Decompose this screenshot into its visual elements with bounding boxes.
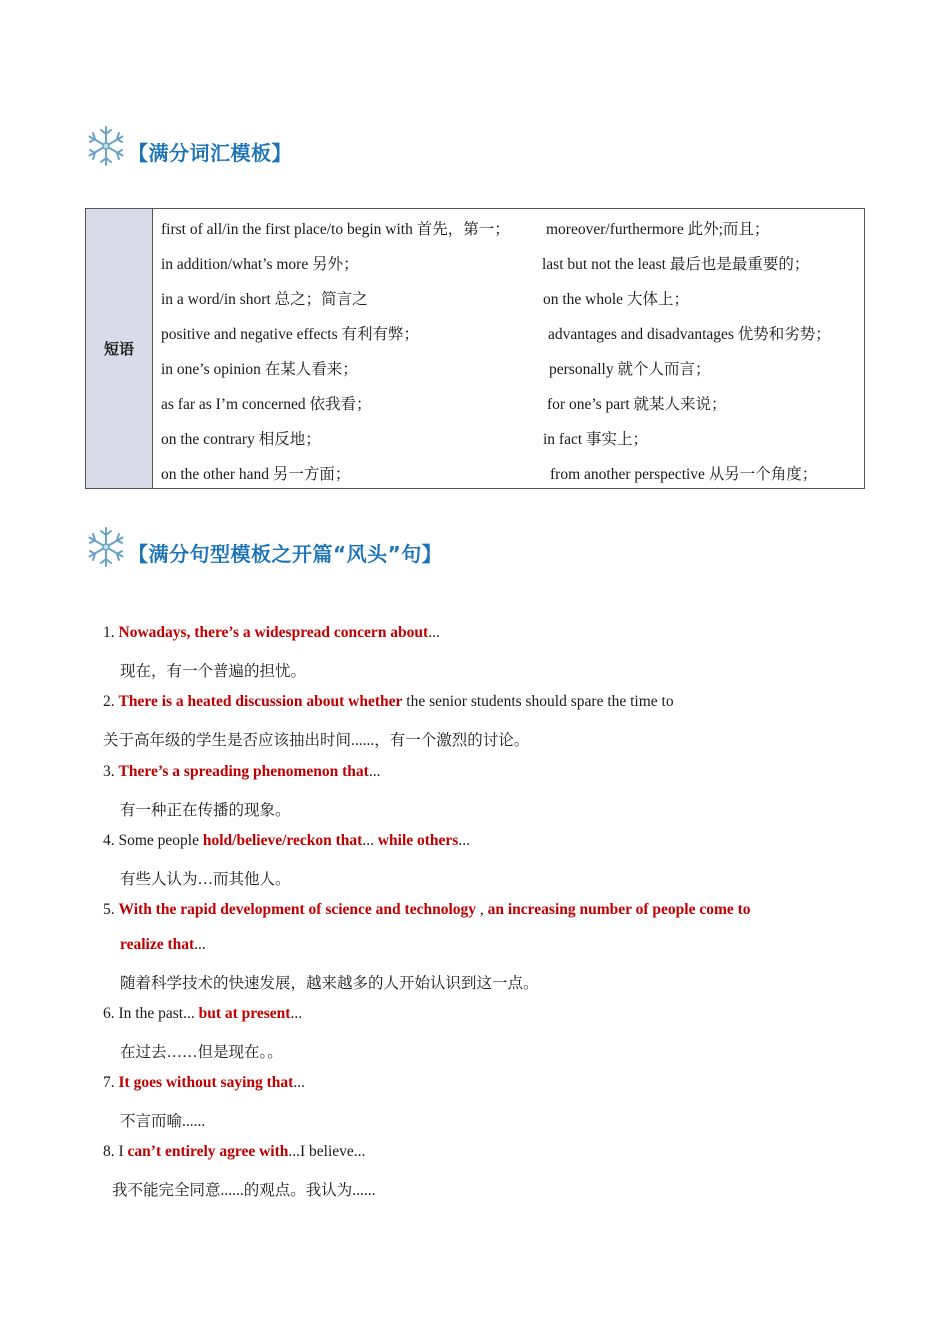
key-phrase: It goes without saying that — [118, 1074, 294, 1091]
table-label: 短语 — [86, 209, 153, 488]
key-phrase: realize that — [120, 936, 195, 953]
phrase-left: in addition/what’s more 另外； — [161, 256, 359, 273]
sentence-4: 4. Some people hold/believe/reckon that... while others... — [103, 832, 470, 849]
translation-4: 有些人认为…而其他人。 — [120, 871, 291, 888]
phrase-right: advantages and disadvantages 优势和劣势； — [548, 326, 831, 343]
key-phrase: hold/believe/reckon that — [202, 832, 363, 849]
table-row — [153, 212, 864, 247]
phrase-right: last but not the least 最后也是最重要的； — [542, 256, 810, 273]
key-phrase: There’s a spreading phenomenon that — [118, 763, 369, 780]
table-row — [153, 317, 864, 352]
key-phrase: an increasing number of people come to — [487, 901, 751, 918]
table-row — [153, 282, 864, 317]
phrase-left: on the other hand 另一方面； — [161, 466, 351, 483]
table-row — [153, 387, 864, 422]
table-row — [153, 422, 864, 457]
phrase-left: in a word/in short 总之；简言之 — [161, 291, 368, 308]
translation-8: 我不能完全同意......的观点。我认为...... — [112, 1182, 376, 1199]
phrase-right: moreover/furthermore 此外;而且； — [546, 221, 770, 238]
phrase-right: on the whole 大体上； — [543, 291, 689, 308]
phrase-left: first of all/in the first place/to begin with 首先，第一； — [161, 221, 510, 238]
phrase-right: personally 就个人而言； — [549, 361, 711, 378]
key-phrase: With the rapid development of science and technology — [118, 901, 476, 918]
phrase-left: as far as I’m concerned 依我看； — [161, 396, 372, 413]
translation-6: 在过去……但是现在。。 — [120, 1044, 283, 1061]
translation-7: 不言而喻...... — [120, 1113, 206, 1130]
key-phrase: while others — [377, 832, 459, 849]
phrase-left: in one’s opinion 在某人看来； — [161, 361, 358, 378]
section-title: 【满分句型模板之开篇“风头”句】 — [128, 542, 443, 566]
snowflake-icon — [84, 124, 128, 168]
translation-3: 有一种正在传播的现象。 — [120, 802, 291, 819]
sentence-5-continued: realize that... — [120, 936, 206, 953]
snowflake-icon — [84, 525, 128, 569]
translation-5: 随着科学技术的快速发展，越来越多的人开始认识到这一点。 — [120, 975, 539, 992]
phrase-table — [85, 208, 865, 489]
key-phrase: There is a heated discussion about whether — [118, 693, 403, 710]
section-title: 【满分词汇模板】 — [128, 141, 292, 165]
phrase-right: in fact 事实上； — [543, 431, 649, 448]
phrase-left: on the contrary 相反地； — [161, 431, 321, 448]
sentence-1: 1. Nowadays, there’s a widespread concern about... — [103, 624, 440, 641]
key-phrase: can’t entirely agree with — [127, 1143, 289, 1160]
phrase-right: from another perspective 从另一个角度； — [550, 466, 818, 483]
sentence-5: 5. With the rapid development of science and technology , an increasing number of people come to — [103, 901, 751, 918]
sentence-6: 6. In the past... but at present... — [103, 1005, 303, 1022]
key-phrase: but at present — [198, 1005, 291, 1022]
sentence-7: 7. It goes without saying that... — [103, 1074, 305, 1091]
phrase-left: positive and negative effects 有利有弊； — [161, 326, 419, 343]
sentence-8: 8. I can’t entirely agree with...I believe... — [103, 1143, 366, 1160]
table-row — [153, 352, 864, 387]
vocab-section-heading — [84, 124, 292, 168]
key-phrase: Nowadays, there’s a widespread concern about — [118, 624, 429, 641]
sentence-2: 2. There is a heated discussion about whether the senior students should spare the time to — [103, 693, 674, 710]
sentence-section-heading — [84, 525, 442, 569]
translation-2: 关于高年级的学生是否应该抽出时间......，有一个激烈的讨论。 — [103, 732, 530, 749]
translation-1: 现在，有一个普遍的担忧。 — [120, 663, 307, 680]
sentence-3: 3. There’s a spreading phenomenon that... — [103, 763, 381, 780]
phrase-right: for one’s part 就某人来说； — [547, 396, 727, 413]
table-row — [153, 247, 864, 282]
table-row — [153, 457, 864, 492]
